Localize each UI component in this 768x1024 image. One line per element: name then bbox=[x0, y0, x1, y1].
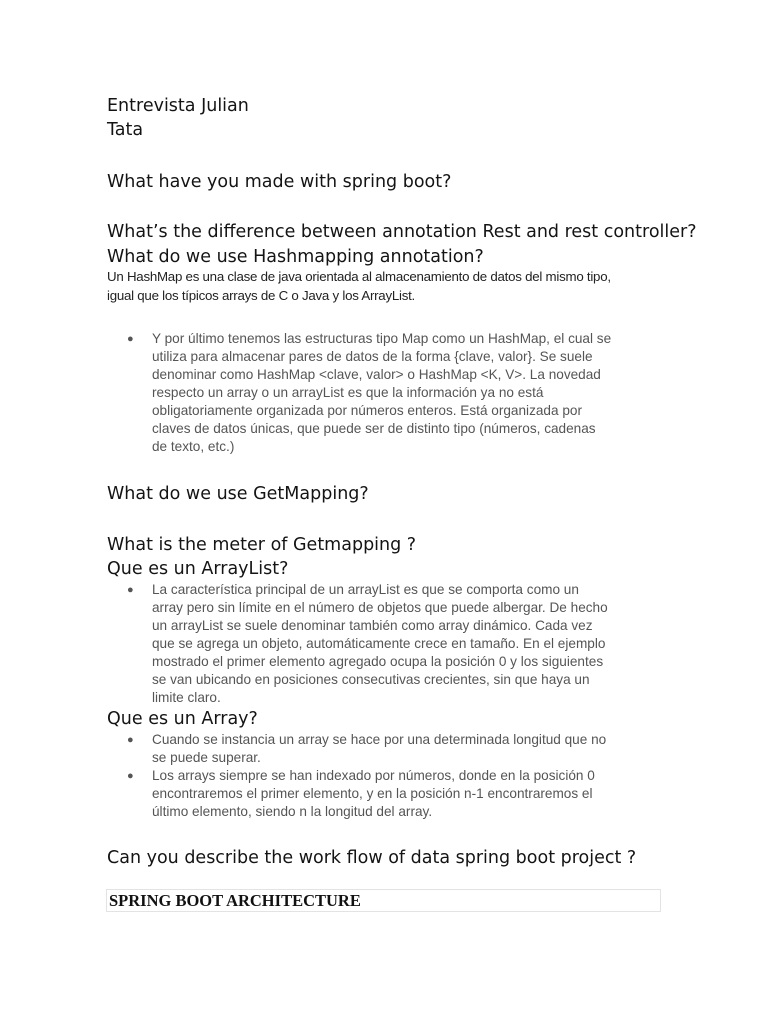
text-line: mostrado el primer elemento agregado ocupa la posición 0 y los siguientes bbox=[152, 654, 604, 669]
doc-title-line2: Tata bbox=[107, 120, 144, 140]
question-getmapping: What do we use GetMapping? bbox=[107, 484, 369, 504]
list-item bbox=[127, 330, 662, 456]
hashmap-intro-line: Un HashMap es una clase de java orientada al almacenamiento de datos del mismo tipo, bbox=[107, 269, 611, 284]
text-line: array pero sin límite en el número de objetos que puede albergar. De hecho bbox=[152, 600, 608, 615]
list-item bbox=[127, 767, 662, 821]
architecture-heading-box bbox=[106, 889, 661, 912]
question-hashmapping: What do we use Hashmapping annotation? bbox=[107, 247, 484, 267]
text-line: que se agrega un objeto, automáticamente crece en tamaño. En el ejemplo bbox=[152, 636, 606, 651]
doc-title-line1: Entrevista Julian bbox=[107, 96, 249, 116]
list-item-text bbox=[152, 731, 662, 767]
bullet-dot-icon: ● bbox=[127, 770, 134, 782]
text-line: de texto, etc.) bbox=[152, 439, 235, 454]
text-line: Cuando se instancia un array se hace por una determinada longitud que no bbox=[152, 732, 607, 747]
text-line: se puede superar. bbox=[152, 750, 261, 765]
question-getmapping-meter: What is the meter of Getmapping ? bbox=[107, 535, 417, 555]
hashmap-bullet-list bbox=[127, 330, 662, 456]
arraylist-bullet-list bbox=[127, 581, 662, 707]
text-line: claves de datos únicas, que puede ser de distinto tipo (números, cadenas bbox=[152, 421, 596, 436]
list-item bbox=[127, 581, 662, 707]
text-line: Los arrays siempre se han indexado por números, donde en la posición 0 bbox=[152, 768, 595, 783]
text-line: limite claro. bbox=[152, 690, 221, 705]
text-line: respecto un array o un arrayList es que la información ya no está bbox=[152, 385, 544, 400]
text-line: un arrayList se suele denominar también como array dinámico. Cada vez bbox=[152, 618, 593, 633]
text-line: utiliza para almacenar pares de datos de la forma {clave, valor}. Se suele bbox=[152, 349, 593, 364]
list-item-text bbox=[152, 330, 662, 456]
question-spring-boot: What have you made with spring boot? bbox=[107, 172, 452, 192]
list-item-text bbox=[152, 581, 662, 707]
list-item-text bbox=[152, 767, 662, 821]
bullet-dot-icon: ● bbox=[127, 734, 134, 746]
question-arraylist: Que es un ArrayList? bbox=[107, 559, 289, 579]
text-line: obligatoriamente organizada por números enteros. Está organizada por bbox=[152, 403, 582, 418]
question-workflow: Can you describe the work flow of data spring boot project ? bbox=[107, 848, 637, 868]
text-line: La característica principal de un arrayList es que se comporta como un bbox=[152, 582, 579, 597]
text-line: denominar como HashMap <clave, valor> o HashMap <K, V>. La novedad bbox=[152, 367, 601, 382]
text-line: Y por último tenemos las estructuras tipo Map como un HashMap, el cual se bbox=[152, 331, 612, 346]
question-array: Que es un Array? bbox=[107, 709, 258, 729]
list-item bbox=[127, 731, 662, 767]
question-rest-controller: What’s the difference between annotation Rest and rest controller? bbox=[107, 222, 697, 242]
architecture-heading: SPRING BOOT ARCHITECTURE bbox=[109, 891, 361, 910]
bullet-dot-icon: ● bbox=[127, 584, 134, 596]
text-line: último elemento, siendo n la longitud del array. bbox=[152, 804, 433, 819]
text-line: encontraremos el primer elemento, y en la posición n-1 encontraremos el bbox=[152, 786, 593, 801]
bullet-dot-icon: ● bbox=[127, 333, 134, 345]
hashmap-intro-paragraph bbox=[107, 267, 667, 305]
text-line: se van ubicando en posiciones consecutivas crecientes, sin que haya un bbox=[152, 672, 590, 687]
array-bullet-list bbox=[127, 731, 662, 821]
hashmap-intro-line: igual que los típicos arrays de C o Java y los ArrayList. bbox=[107, 288, 415, 303]
